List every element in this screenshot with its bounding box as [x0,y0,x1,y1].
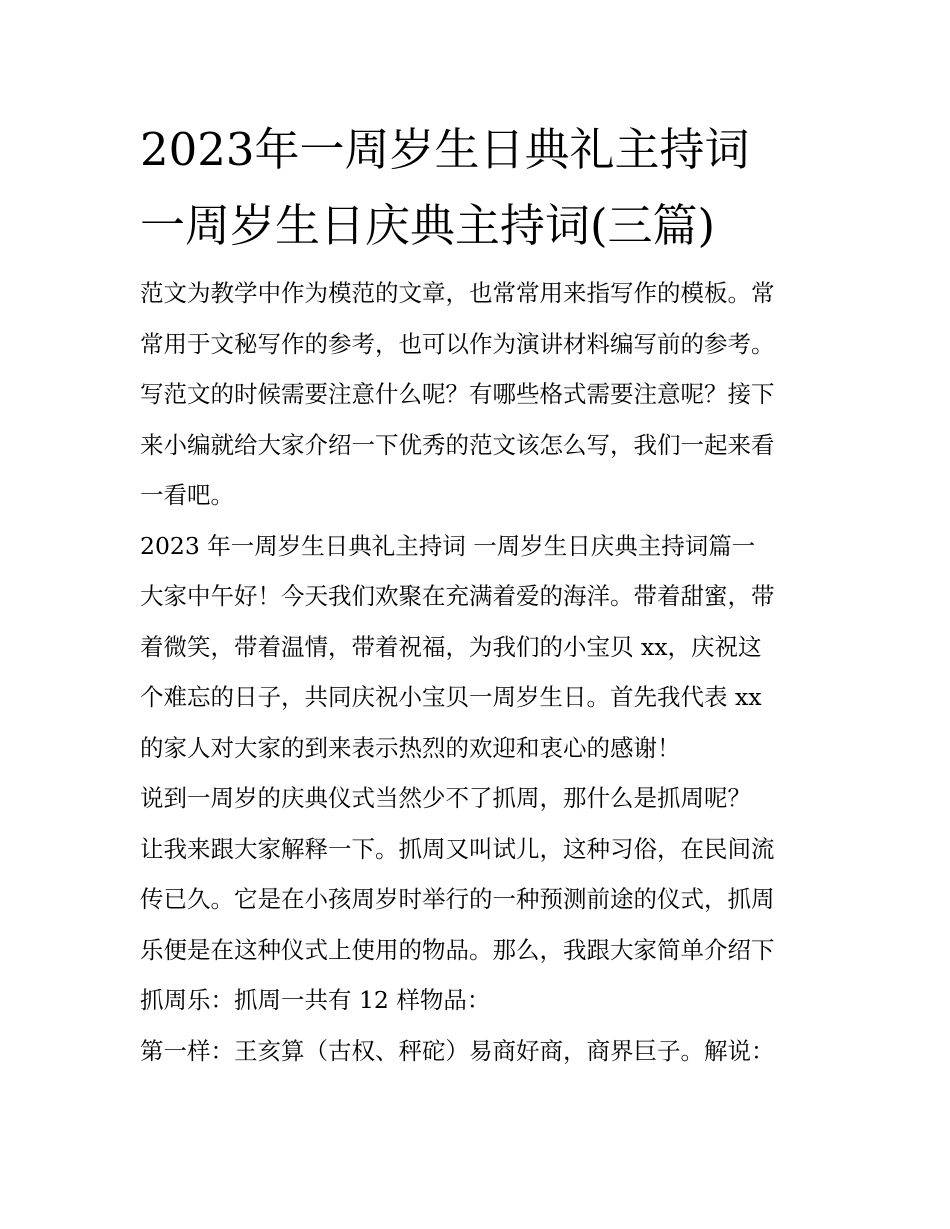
title-line-2: 一周岁生日庆典主持词(三篇) [140,199,716,252]
body-line: 传已久。它是在小孩周岁时举行的一种预测前途的仪式，抓周 [140,885,775,913]
document-page [140,112,816,1076]
body-line: 常用于文秘写作的参考，也可以作为演讲材料编写前的参考。 [140,329,775,358]
document-body [140,268,816,1076]
body-line: 着微笑，带着温情，带着祝福，为我们的小宝贝 xx，庆祝这 [140,632,762,661]
body-line: 来小编就给大家介绍一下优秀的范文该怎么写，我们一起来看 [140,430,775,459]
body-line: 一看吧。 [140,481,234,509]
body-line: 大家中午好！今天我们欢聚在充满着爱的海洋。带着甜蜜，带 [140,582,775,610]
body-line: 抓周乐：抓周一共有 12 样物品： [140,986,491,1014]
body-line: 乐便是在这种仪式上使用的物品。那么，我跟大家简单介绍下 [140,935,775,964]
body-line: 让我来跟大家解释一下。抓周又叫试儿，这种习俗，在民间流 [140,834,775,863]
title-line-1: 2023年一周岁生日典礼主持词 [140,123,750,176]
body-line: 说到一周岁的庆典仪式当然少不了抓周，那什么是抓周呢？ [140,784,751,812]
document-title [140,112,816,264]
section-heading: 2023 年一周岁生日典礼主持词 一周岁生日庆典主持词篇一 [140,531,756,560]
body-line: 范文为教学中作为模范的文章，也常常用来指写作的模板。常 [140,279,775,307]
body-line: 的家人对大家的到来表示热烈的欢迎和衷心的感谢！ [140,733,681,762]
body-line: 个难忘的日子，共同庆祝小宝贝一周岁生日。首先我代表 xx [140,683,762,711]
body-line: 写范文的时候需要注意什么呢？有哪些格式需要注意呢？接下 [140,380,775,408]
body-line: 第一样：王亥算（古权、秤砣）易商好商，商界巨子。解说： [140,1036,775,1065]
